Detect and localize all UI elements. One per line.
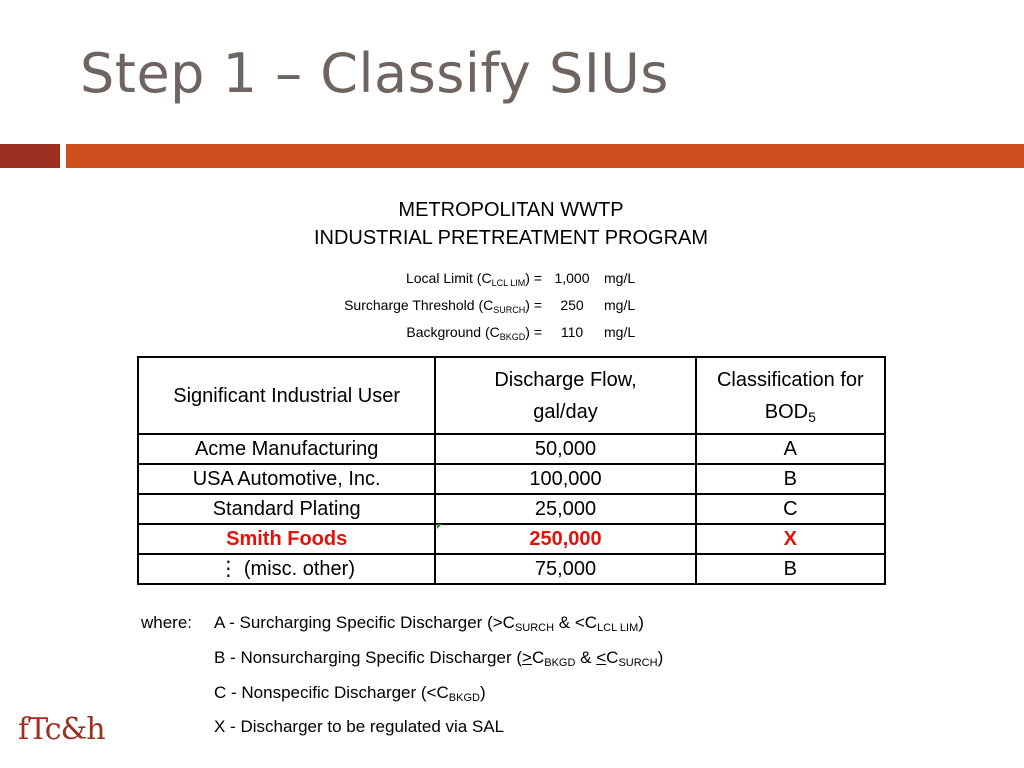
param-surcharge-label: Surcharge Threshold $(C_{SURCH})$ = [344,297,542,315]
class-cell: C [696,494,885,524]
param-background-value: 110 [560,324,584,340]
user-cell: USA Automotive, Inc. [138,464,435,494]
user-cell: Smith Foods [138,524,435,554]
param-local-limit-unit: mg/L [604,270,636,286]
flow-cell: 250,000 [435,524,695,554]
header-flow: Discharge Flow, gal/day [435,357,695,434]
program-heading-line2: INDUSTRIAL PRETREATMENT PROGRAM [313,227,709,249]
siu-classification-table [137,356,886,585]
slide-title: Step 1 – Classify SIUs [80,42,669,105]
param-local-limit-value: 1,000 [554,270,590,286]
flow-cell: 100,000 [435,464,695,494]
flow-cell: 50,000 [435,434,695,464]
param-background-unit: mg/L [604,324,636,340]
flow-cell: 75,000 [435,554,695,584]
legend-item-b: B - Nonsurcharging Specific Discharger ($>C_{BKGD}$ & $<C_{SURCH}$) [214,648,664,669]
title-rule-accent [66,144,1024,168]
title-rule-dark [0,144,60,168]
class-cell: A [696,434,885,464]
param-surcharge-unit: mg/L [604,297,636,313]
header-user: Significant Industrial User [138,357,435,434]
legend-where-label: where: [141,613,193,632]
table-row [138,434,885,464]
user-cell: Standard Plating [138,494,435,524]
legend-item-a: A - Surcharging Specific Discharger ($>C_{SURCH}$ & $<C_{LCL LIM}$) [214,613,644,634]
table-row [138,554,885,584]
class-cell: B [696,554,885,584]
legend-item-c: C - Nonspecific Discharger $(<C_{BKGD})$ [214,683,486,704]
table-header-row [138,357,885,434]
program-heading-line1: METROPOLITAN WWTP [398,199,624,221]
table-row-highlighted [138,524,885,554]
header-classification: Classification for $BOD_5$ [696,357,885,434]
param-background-label: Background $(C_{BKGD})$ = [406,324,542,342]
legend-item-x: X - Discharger to be regulated via SAL [214,717,505,736]
user-cell: Acme Manufacturing [138,434,435,464]
company-logo: fTc&h [18,712,105,747]
class-cell: B [696,464,885,494]
param-local-limit-label: Local Limit $(C_{LCL LIM})$ = [405,270,542,288]
table-row [138,494,885,524]
table-row [138,464,885,494]
param-surcharge-value: 250 [560,297,584,313]
cell-comment-marker [437,524,442,529]
user-cell: ⋮ (misc. other) [138,554,435,584]
class-cell: X [696,524,885,554]
flow-cell: 25,000 [435,494,695,524]
